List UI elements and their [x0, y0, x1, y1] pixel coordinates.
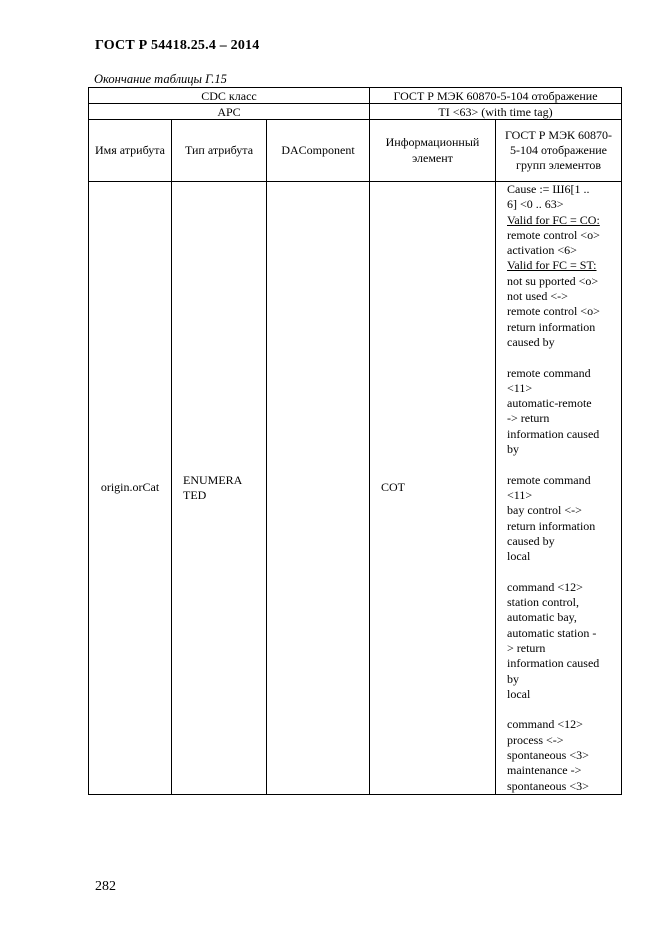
mapping-line: activation <6> — [507, 243, 577, 258]
page-number: 282 — [95, 879, 116, 894]
mapping-line: command <12> — [507, 717, 583, 732]
mapping-line: not used <-> — [507, 289, 568, 304]
mapping-line: remote command — [507, 365, 591, 380]
mapping-line: automatic station - — [507, 625, 597, 640]
mapping-line: caused by — [507, 334, 555, 349]
mapping-line: spontaneous <3> — [507, 778, 589, 793]
table-row — [89, 182, 622, 795]
mapping-line — [507, 564, 615, 579]
cdc-class-value: APC — [89, 104, 370, 120]
mapping-line: Valid for FC = ST: — [507, 258, 597, 273]
mapping-line: <11> — [507, 380, 533, 395]
mapping-type-value: TI <63> (with time tag) — [370, 104, 622, 120]
mapping-line: information caused — [507, 656, 600, 671]
mapping-line: caused by — [507, 533, 555, 548]
mapping-line: remote control <o> — [507, 227, 600, 242]
document-title: ГОСТ Р 54418.25.4 – 2014 — [95, 38, 260, 53]
column-header-group-mapping: ГОСТ Р МЭК 60870-5-104 отображение групп элементов — [496, 120, 622, 182]
attribute-type-cell — [172, 182, 267, 795]
mapping-line: return information — [507, 518, 596, 533]
mapping-line: by — [507, 442, 519, 457]
mapping-line: <11> — [507, 487, 533, 502]
mapping-line: automatic bay, — [507, 610, 577, 625]
attribute-type-line: ENUMERA — [183, 472, 243, 487]
column-header-row — [89, 120, 622, 182]
mapping-line: local — [507, 686, 531, 701]
column-header-da-component: DAComponent — [267, 120, 370, 182]
mapping-line: process <-> — [507, 732, 564, 747]
column-header-attribute-name: Имя атрибута — [89, 120, 172, 182]
mapping-line: local — [507, 549, 531, 564]
mapping-line: bay control <-> — [507, 503, 582, 518]
da-component-cell — [267, 182, 370, 795]
mapping-line: information caused — [507, 426, 600, 441]
mapping-line: return information — [507, 319, 596, 334]
cdc-value-row — [89, 104, 622, 120]
mapping-line: -> return — [507, 411, 550, 426]
cdc-class-label: CDC класс — [89, 88, 370, 104]
mapping-line — [507, 350, 615, 365]
column-header-info-element: Информационный элемент — [370, 120, 496, 182]
mapping-standard-label: ГОСТ Р МЭК 60870-5-104 отображение — [370, 88, 622, 104]
mapping-line — [507, 702, 615, 717]
info-element-cell: COT — [370, 182, 496, 795]
mapping-line: command <12> — [507, 579, 583, 594]
table-caption: Окончание таблицы Г.15 — [94, 72, 227, 86]
mapping-line: automatic-remote — [507, 396, 592, 411]
mapping-line: remote command — [507, 472, 591, 487]
group-mapping-cell — [496, 182, 622, 795]
mapping-line: Valid for FC = CO: — [507, 212, 600, 227]
mapping-line: remote control <o> — [507, 304, 600, 319]
mapping-line: > return — [507, 640, 546, 655]
mapping-line: spontaneous <3> — [507, 747, 589, 762]
mapping-line: 6] <0 .. 63> — [507, 197, 564, 212]
mapping-line: Cause := Ш6[1 .. — [507, 182, 590, 196]
mapping-line: station control, — [507, 595, 579, 610]
attribute-type-line: TED — [183, 488, 207, 502]
column-header-attribute-type: Тип атрибута — [172, 120, 267, 182]
mapping-line: maintenance -> — [507, 763, 582, 778]
attribute-name-cell: origin.orCat — [89, 182, 172, 795]
mapping-line: by — [507, 671, 519, 686]
cdc-class-row — [89, 88, 622, 104]
mapping-table — [88, 87, 622, 795]
mapping-line: not su pported <o> — [507, 273, 599, 288]
mapping-line — [507, 457, 615, 472]
